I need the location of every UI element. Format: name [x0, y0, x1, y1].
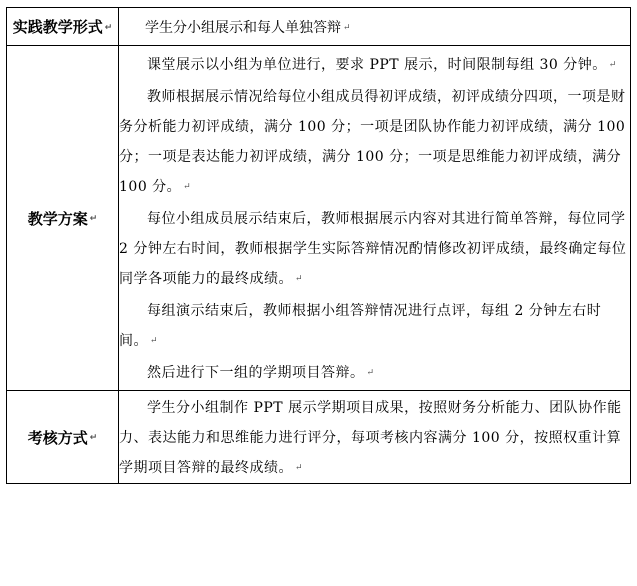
paragraph-mark-icon: ↵ [295, 463, 304, 473]
paragraph [119, 393, 630, 483]
table-row-eval [7, 391, 631, 484]
course-table [6, 7, 631, 484]
row-label: 实践教学形式 [12, 18, 103, 36]
paragraph-mark-icon: ↵ [89, 433, 98, 443]
content-cell-form [119, 8, 631, 46]
paragraph-mark-icon: ↵ [608, 60, 617, 70]
paragraph-mark-icon: ↵ [295, 274, 304, 284]
paragraph [119, 82, 630, 202]
paragraph-text: 课堂展示以小组为单位进行，要求 PPT 展示，时间限制每组 30 分钟。 [147, 57, 607, 73]
paragraph [119, 50, 630, 80]
paragraph-mark-icon: ↵ [89, 214, 98, 224]
paragraph-text: 每位小组成员展示结束后，教师根据展示内容对其进行简单答辩，每位同学 2 分钟左右时间，教师根据学生实际答辩情况酌情修改初评成绩，最终确定每位同学各项能力的最终成绩。 [119, 211, 627, 287]
paragraph-text: 教师根据展示情况给每位小组成员得初评成绩，初评成绩分四项，一项是财务分析能力初评成绩，满分 100 分；一项是团队协作能力初评成绩，满分 100 分；一项是表达能力初评成绩，满分 100 分；一项是思维能力初评成绩，满分 100 分。 [119, 89, 626, 195]
row-label: 教学方案 [27, 209, 88, 228]
label-cell-eval [7, 391, 119, 484]
paragraph-mark-icon: ↵ [183, 182, 192, 192]
table-row-form [7, 8, 631, 46]
paragraph [119, 204, 630, 294]
content-cell-plan [119, 46, 631, 391]
paragraph-mark-icon: ↵ [150, 336, 159, 346]
paragraph [119, 296, 630, 356]
label-cell-form [7, 8, 119, 46]
paragraph-mark-icon: ↵ [366, 368, 375, 378]
paragraph: 学生分小组展示和每人单独答辩 [145, 19, 341, 36]
table-row-plan [7, 46, 631, 391]
paragraph-text: 然后进行下一组的学期项目答辩。 [147, 365, 365, 381]
paragraph-mark-icon: ↵ [343, 22, 351, 33]
paragraph [119, 358, 630, 388]
paragraph-text: 每组演示结束后，教师根据小组答辩情况进行点评，每组 2 分钟左右时间。 [119, 303, 602, 349]
row-label: 考核方式 [27, 428, 88, 447]
content-cell-eval [119, 391, 631, 484]
label-cell-plan [7, 46, 119, 391]
paragraph-mark-icon: ↵ [104, 22, 113, 33]
paragraph-text: 学生分小组制作 PPT 展示学期项目成果，按照财务分析能力、团队协作能力、表达能力和思维能力进行评分，每项考核内容满分 100 分，按照权重计算学期项目答辩的最终成绩。 [119, 400, 622, 476]
